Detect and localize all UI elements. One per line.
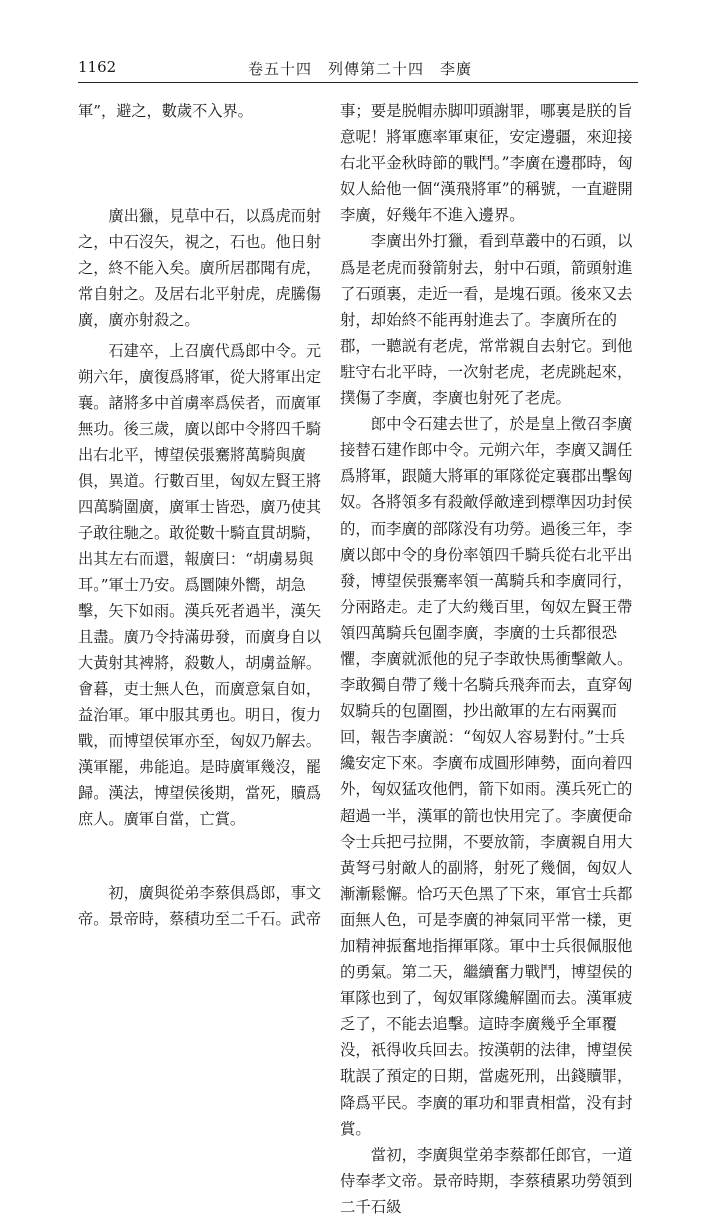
translation-column (340, 98, 640, 1220)
original-text-paragraph: 軍”，避之，數歲不入界。 (78, 102, 253, 120)
original-text-paragraph: 廣出獵，見草中石，以爲虎而射之，中石沒矢，視之，石也。他日射之，終不能入矣。廣所居郡聞有虎，常自射之。及居右北平射虎，虎騰傷廣，廣亦射殺之。 (78, 207, 322, 329)
original-text-paragraph: 初，廣與從弟李蔡俱爲郎，事文帝。景帝時，蔡積功至二千石。武帝 (78, 884, 322, 928)
header-rule (78, 82, 638, 83)
original-text-paragraph: 石建卒，上召廣代爲郎中令。元朔六年，廣復爲將軍，從大將軍出定襄。諸將多中首虜率爲侯者，而廣軍無功。後三歲，廣以郎中令將四千騎出右北平，博望侯張騫將萬騎與廣俱，異道。行數百里，匈奴左賢王將四萬騎圍廣，廣軍士皆恐，廣乃使其子敢往馳之。敢從數十騎直貫胡騎，出其左右而還，報廣曰：“胡虜易與耳。”軍士乃安。爲圜陳外嚮，胡急擊，矢下如雨。漢兵死者過半，漢矢且盡。廣乃令持滿毋發，而廣身自以大黃射其裨將，殺數人，胡虜益解。會暮，吏士無人色，而廣意氣自如，益治軍。軍中服其勇也。明日，復力戰，而博望侯軍亦至，匈奴乃解去。漢軍罷，弗能追。是時廣軍幾沒，罷歸。漢法，博望侯後期，當死，贖爲庶人。廣軍自當，亡賞。 (78, 342, 322, 828)
original-text-block (78, 203, 325, 333)
running-title: 卷五十四 列傳第二十四 李廣 (248, 60, 473, 78)
original-text-block (78, 880, 325, 932)
translation-paragraph: 郎中令石建去世了，於是皇上徵召李廣接替石建作郎中令。元朔六年，李廣又調任爲將軍，跟隨大將軍的軍隊從定襄郡出擊匈奴。各將領多有殺敵俘敵達到標準因功封侯的，而李廣的部隊没有功勞。過後三年，李廣以郎中令的身份率領四千騎兵從右北平出發，博望侯張騫率領一萬騎兵和李廣同行，分兩路走。走了大約幾百里，匈奴左賢王帶領四萬騎兵包圍李廣，李廣的士兵都很恐懼，李廣就派他的兒子李敢快馬衝擊敵人。李敢獨自帶了幾十名騎兵飛奔而去，直穿匈奴騎兵的包圍圈，抄出敵軍的左右兩翼而回，報告李廣説：“匈奴人容易對付。”士兵纔安定下來。李廣布成圓形陣勢，面向着四外，匈奴猛攻他們，箭下如雨。漢兵死亡的超過一半，漢軍的箭也快用完了。李廣便命令士兵把弓拉開，不要放箭，李廣親自用大黃弩弓射敵人的副將，射死了幾個，匈奴人漸漸鬆懈。恰巧天色黑了下來，軍官士兵都面無人色，可是李廣的神氣同平常一樣，更加精神振奮地指揮軍隊。軍中士兵很佩服他的勇氣。第二天，繼續奮力戰鬥，博望侯的軍隊也到了，匈奴軍隊纔解圍而去。漢軍疲乏了，不能去追擊。這時李廣幾乎全軍覆没，祇得收兵回去。按漢朝的法律，博望侯耽誤了預定的日期，當處死刑，出錢贖罪，降爲平民。李廣的軍功和罪責相當，没有封賞。 (340, 415, 633, 1138)
translation-paragraph: 當初，李廣與堂弟李蔡都任郎官，一道侍奉孝文帝。景帝時期，李蔡積累功勞領到二千石級 (340, 1145, 633, 1216)
translation-paragraph: 李廣出外打獵，看到草叢中的石頭，以爲是老虎而發箭射去，射中石頭，箭頭射進了石頭裏，走近一看，是塊石頭。後來又去射，却始終不能再射進去了。李廣所在的郡，一聽説有老虎，常常親自去射它。到他駐守右北平時，一次射老虎，老虎跳起來，撲傷了李廣，李廣也射死了老虎。 (340, 232, 633, 408)
running-header (78, 58, 638, 82)
translation-paragraph: 事；要是脱帽赤脚叩頭謝罪，哪裏是朕的旨意呢！將軍應率軍東征，安定邊疆，來迎接右北平金秋時節的戰鬥。”李廣在邊郡時，匈奴人給他一個“漢飛將軍”的稱號，一直避開李廣，好幾年不進入邊界。 (340, 102, 633, 225)
original-text-block (78, 338, 325, 832)
page-number: 1162 (78, 58, 117, 76)
